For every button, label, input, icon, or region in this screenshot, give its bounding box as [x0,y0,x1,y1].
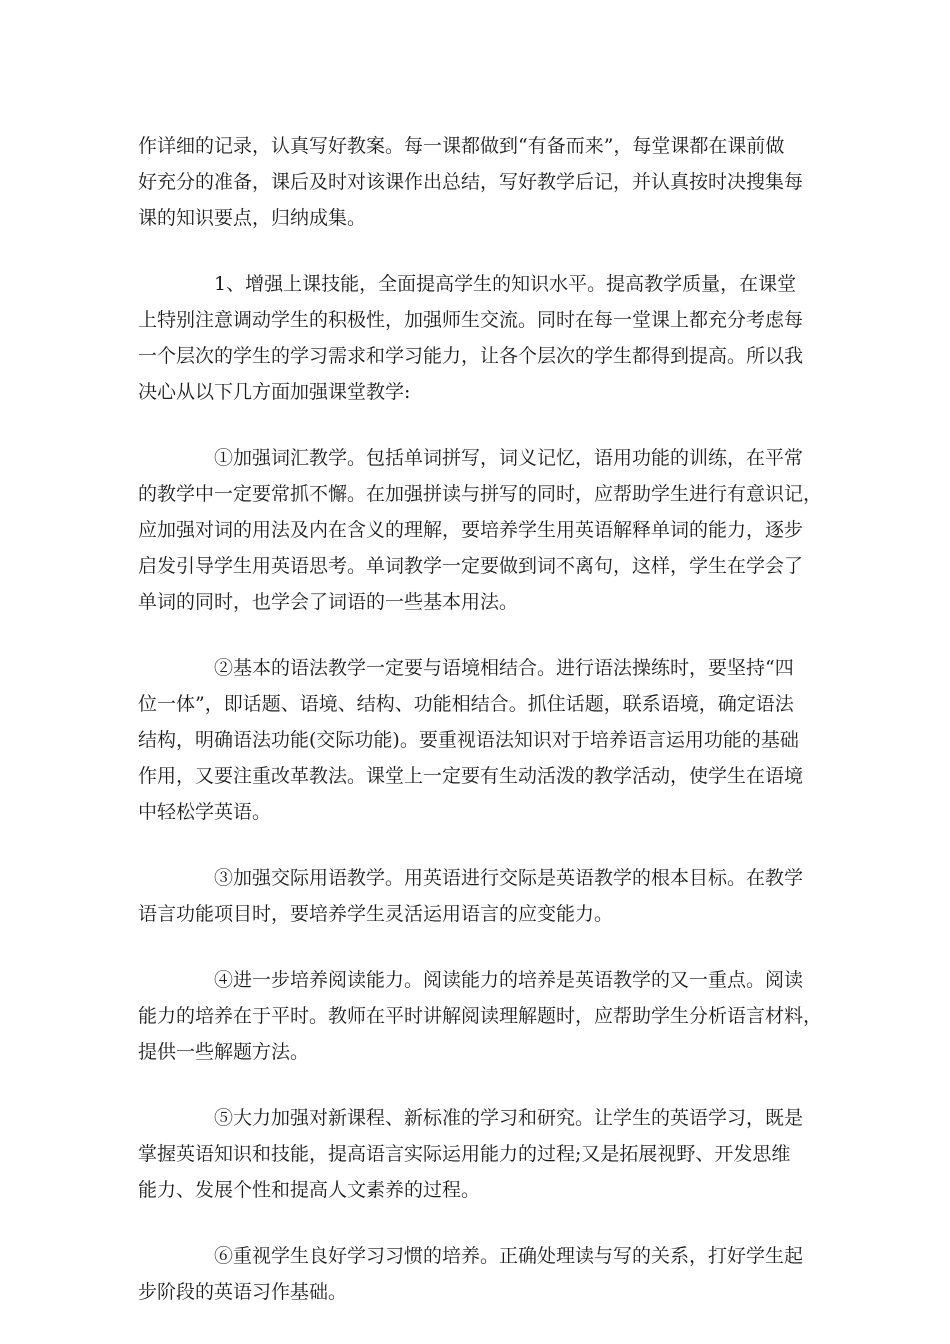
text-line: 好充分的准备，课后及时对该课作出总结，写好教学后记，并认真按时决搜集每 [138,171,804,193]
paragraph-vocabulary [138,440,822,620]
document-page [138,128,822,1310]
text-line: 掌握英语知识和技能，提高语言实际运用能力的过程;又是拓展视野、开发思维 [138,1143,791,1165]
text-line: 中轻松学英语。 [138,801,272,823]
paragraph-communication [138,860,822,932]
text-line: ②基本的语法教学一定要与语境相结合。进行语法操练时，要坚持“四 [138,657,794,679]
text-line: 结构，明确语法功能(交际功能)。要重视语法知识对于培养语言运用功能的基础 [138,729,799,751]
paragraph-reading [138,962,822,1070]
text-line: 课的知识要点，归纳成集。 [138,207,367,229]
text-line: 一个层次的学生的学习需求和学习能力，让各个层次的学生都得到提高。所以我 [138,345,804,367]
text-line: 单词的同时，也学会了词语的一些基本用法。 [138,591,519,613]
paragraph-spacer [138,620,822,650]
text-line: 步阶段的英语习作基础。 [138,1281,348,1303]
text-line: 1、增强上课技能，全面提高学生的知识水平。提高教学质量，在课堂 [138,273,797,295]
text-line: 作用，又要注重改革教法。课堂上一定要有生动活泼的教学活动，使学生在语境 [138,765,804,787]
paragraph-new-curriculum [138,1100,822,1208]
text-line: ①加强词汇教学。包括单词拼写，词义记忆，语用功能的训练，在平常 [138,447,804,469]
paragraph-lesson-prep [138,128,822,236]
text-line: 的教学中一定要常抓不懈。在加强拼读与拼写的同时，应帮助学生进行有意识记， [138,483,823,505]
text-line: ③加强交际用语教学。用英语进行交际是英语教学的根本目标。在教学 [138,867,804,889]
text-line: ⑥重视学生良好学习习惯的培养。正确处理读与写的关系，打好学生起 [138,1245,804,1267]
paragraph-spacer [138,236,822,266]
text-line: 作详细的记录，认真写好教案。每一课都做到“有备而来”，每堂课都在课前做 [138,135,785,157]
text-line: ④进一步培养阅读能力。阅读能力的培养是英语教学的又一重点。阅读 [138,969,804,991]
text-line: 启发引导学生用英语思考。单词教学一定要做到词不离句，这样，学生在学会了 [138,555,804,577]
paragraph-spacer [138,830,822,860]
text-line: ⑤大力加强对新课程、新标准的学习和研究。让学生的英语学习，既是 [138,1107,804,1129]
paragraph-spacer [138,932,822,962]
text-line: 能力的培养在于平时。教师在平时讲解阅读理解题时，应帮助学生分析语言材料， [138,1005,823,1027]
paragraph-spacer [138,1070,822,1100]
text-line: 决心从以下几方面加强课堂教学: [138,381,411,403]
text-line: 上特别注意调动学生的积极性，加强师生交流。同时在每一堂课上都充分考虑每 [138,309,804,331]
paragraph-spacer [138,410,822,440]
text-line: 位一体”，即话题、语境、结构、功能相结合。抓住话题，联系语境，确定语法 [138,693,794,715]
paragraph-study-habits [138,1238,822,1310]
text-line: 语言功能项目时，要培养学生灵活运用语言的应变能力。 [138,903,614,925]
paragraph-grammar [138,650,822,830]
paragraph-teaching-skills [138,266,822,410]
text-line: 能力、发展个性和提高人文素养的过程。 [138,1179,481,1201]
text-line: 提供一些解题方法。 [138,1041,310,1063]
paragraph-spacer [138,1208,822,1238]
text-line: 应加强对词的用法及内在含义的理解，要培养学生用英语解释单词的能力，逐步 [138,519,804,541]
